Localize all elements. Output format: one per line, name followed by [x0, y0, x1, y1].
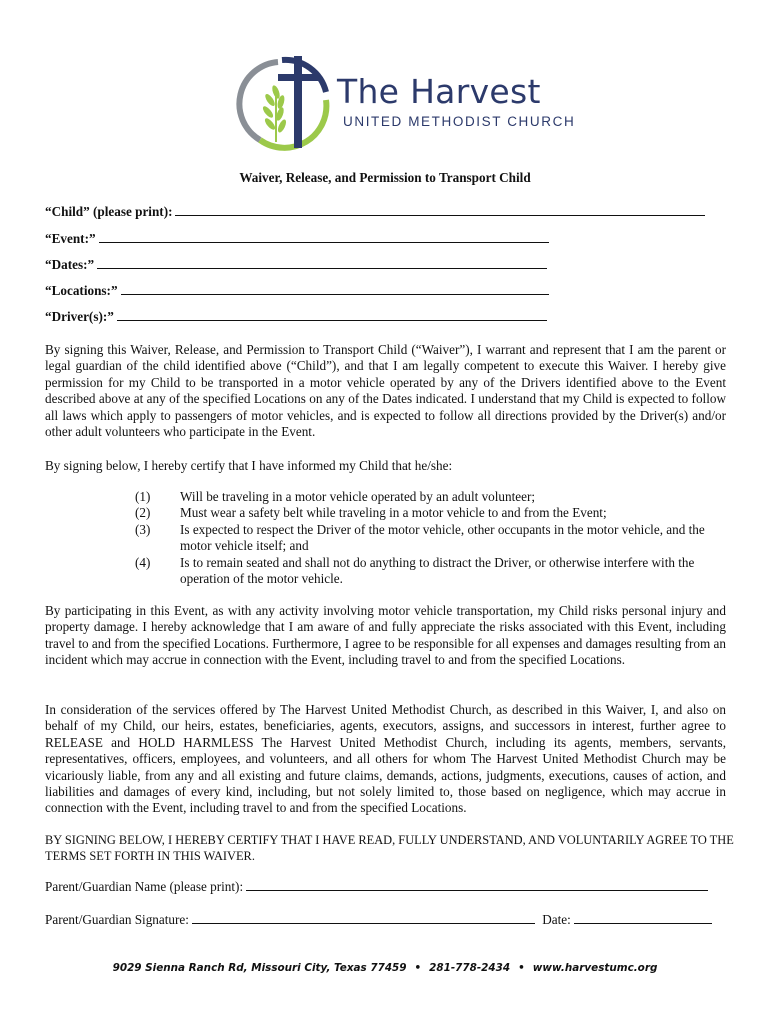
footer-separator: • — [518, 962, 525, 974]
date-input-line[interactable] — [574, 911, 712, 924]
list-item-number: (3) — [135, 521, 151, 537]
list-item — [120, 522, 726, 555]
dates-field — [45, 256, 547, 273]
dates-input-line[interactable] — [97, 256, 547, 269]
guardian-signature-field — [45, 911, 712, 928]
footer — [0, 962, 770, 974]
locations-field — [45, 282, 549, 299]
list-item — [120, 555, 726, 588]
list-item-number: (2) — [135, 505, 151, 521]
certify-list — [120, 489, 726, 587]
footer-address: 9029 Sienna Ranch Rd, Missouri City, Texas 77459 — [112, 962, 407, 974]
child-field-label: “Child” (please print): — [45, 204, 173, 219]
drivers-field — [45, 308, 547, 325]
event-field-label: “Event:” — [45, 231, 96, 246]
guardian-name-input-line[interactable] — [246, 878, 708, 891]
guardian-name-label: Parent/Guardian Name (please print): — [45, 879, 244, 894]
guardian-signature-label: Parent/Guardian Signature: — [45, 912, 189, 927]
logo-cross-vertical — [294, 56, 302, 148]
list-item-text: Is to remain seated and shall not do anything to distract the Driver, or otherwise interfere with the operation of the motor vehicle. — [180, 554, 695, 587]
child-input-line[interactable] — [175, 203, 705, 216]
child-field — [45, 203, 705, 220]
footer-website[interactable]: www.harvestumc.org — [532, 962, 658, 974]
list-item-text: Will be traveling in a motor vehicle operated by an adult volunteer; — [180, 489, 536, 504]
risk-paragraph: By participating in this Event, as with any activity involving motor vehicle transportation, my Child risks personal injury and property damage. I hereby acknowledge that I am aware of and fully appreciate the risks associated with this Event, including travel to and from the specified Locations. Furthermore, I agree to be responsible for all expenses and damages resulting from an incident which may accrue in connection with the Event, including travel to and from the specified Locations. — [45, 603, 726, 668]
list-item-text: Is expected to respect the Driver of the motor vehicle, other occupants in the motor vehicle, and the motor vehicle itself; and — [180, 521, 705, 554]
logo-cross-horizontal — [278, 74, 320, 81]
footer-separator: • — [414, 962, 422, 974]
permission-paragraph: By signing this Waiver, Release, and Permission to Transport Child (“Waiver”), I warrant and represent that I am the parent or legal guardian of the child identified above (“Child”), and that I am legally competent to execute this Waiver. I hereby give permission for my Child to be transported in a motor vehicle operated by any of the Drivers identified above to the Event described above at any of the specified Locations on any of the Dates indicated. I understand that my Child is expected to follow all laws which apply to passengers of motor vehicles, and is expected to follow all directions provided by the Driver(s) and/or other adult volunteers who participate in the Event. — [45, 342, 726, 440]
locations-input-line[interactable] — [121, 282, 549, 295]
logo-wheat-icon — [261, 84, 287, 142]
logo-subtitle: UNITED METHODIST CHURCH — [343, 114, 576, 129]
list-item — [120, 489, 726, 505]
guardian-name-field — [45, 878, 708, 895]
logo-name: The Harvest — [337, 72, 541, 111]
page-title: Waiver, Release, and Permission to Transport Child — [239, 170, 531, 185]
release-paragraph: In consideration of the services offered by The Harvest United Methodist Church, as described in this Waiver, I, and also on behalf of my Child, our heirs, estates, beneficiaries, agents, executors, assigns, and successors in interest, further agree to RELEASE and HOLD HARMLESS The Harvest United Methodist Church, including its agents, members, servants, representatives, officers, employees, and volunteers, and all others for whom The Harvest United Methodist Church may be vicariously liable, from any and all existing and future claims, demands, actions, judgments, executions, causes of action, and liabilities and damages of every kind, including, but not solely limited to, those based on negligence, which may accrue in connection with the Event, including travel to and from the specified Locations. — [45, 702, 726, 816]
dates-field-label: “Dates:” — [45, 257, 95, 272]
list-item-text: Must wear a safety belt while traveling in a motor vehicle to and from the Event; — [180, 505, 607, 521]
date-label: Date: — [542, 912, 571, 927]
list-item-number: (4) — [135, 554, 151, 570]
footer-phone: 281-778-2434 — [429, 962, 511, 974]
guardian-signature-input-line[interactable] — [192, 911, 535, 924]
event-field — [45, 230, 549, 247]
agreement-statement: BY SIGNING BELOW, I HEREBY CERTIFY THAT I HAVE READ, FULLY UNDERSTAND, AND VOLUNTARILY AGREE TO THE TERMS SET FORTH IN THIS WAIVER. — [45, 833, 734, 864]
list-item-number: (1) — [135, 489, 151, 504]
drivers-input-line[interactable] — [117, 308, 547, 321]
event-input-line[interactable] — [99, 230, 549, 243]
list-item — [120, 505, 726, 521]
drivers-field-label: “Driver(s):” — [45, 309, 114, 324]
certify-intro: By signing below, I hereby certify that I have informed my Child that he/she: — [45, 458, 453, 473]
locations-field-label: “Locations:” — [45, 283, 118, 298]
